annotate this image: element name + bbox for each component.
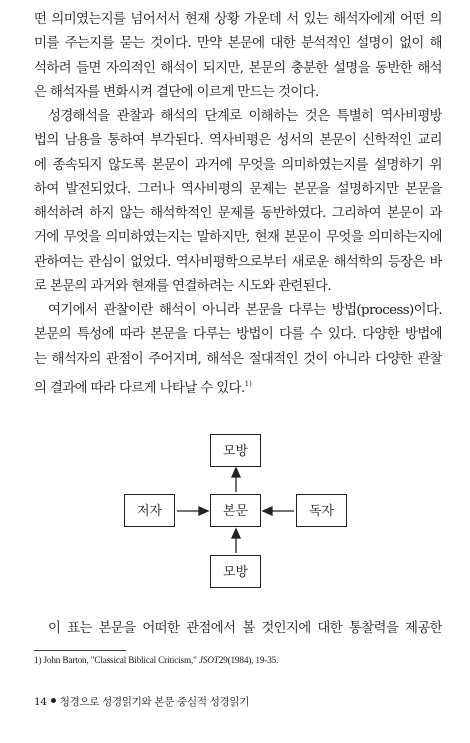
text-line-content: 의 결과에 따라 다르게 나타날 수 있다. — [34, 380, 245, 396]
text-line: 석하려 들면 자의적인 해석이 되지만, 본문의 충분한 설명을 동반한 해석 — [34, 60, 442, 76]
diagram-box-right: 독자 — [296, 494, 347, 527]
footnote-title: "Classical Biblical Criticism," — [90, 656, 197, 666]
text-line: 은 해석자를 변화시켜 결단에 이르게 만드는 것이다. — [34, 84, 319, 100]
diagram-box-bottom: 모방 — [210, 555, 261, 588]
diagram-box-center: 본문 — [210, 494, 261, 527]
arrow-left-head — [199, 507, 208, 515]
text-line: 하여 발전되었다. 그러나 역사비평의 문제는 본문을 설명하지만 본문을 — [34, 181, 442, 197]
footnote-marker: 1) — [244, 379, 252, 388]
text-line: 법의 남용을 통하여 부각된다. 역사비평은 성서의 본문이 신학적인 교리 — [34, 133, 442, 149]
footnote-rest: 29(1984), 19-35. — [218, 656, 279, 666]
text-line: 관하여는 관심이 없었다. 역사비평학으로부터 새로운 해석학의 등장은 바 — [34, 254, 442, 270]
text-line: 떤 의미였는지를 넘어서서 현재 상황 가운데 서 있는 해석자에게 어떤 의 — [34, 12, 442, 27]
text-line: 에 종속되지 않도록 본문이 과거에 무엇을 의미하였는지를 설명하기 위 — [34, 157, 442, 173]
text-line: 미를 주는지를 묻는 것이다. 만약 본문에 대한 분석적인 설명이 없이 해 — [34, 36, 442, 52]
footnote-author: John Barton, — [43, 656, 89, 666]
page-number: 14 — [34, 696, 47, 708]
text-line: 는 해석자의 관점이 주어지며, 해석은 절대적인 것이 아니라 다양한 관찰 — [34, 351, 442, 367]
footnote-divider — [34, 650, 126, 651]
paragraph-4 — [34, 617, 442, 641]
footnote-number: 1) — [34, 656, 42, 666]
diagram-box-top: 모방 — [210, 434, 261, 467]
arrow-up-head — [232, 468, 240, 477]
text-line: 이 표는 본문을 어떠한 관점에서 볼 것인지에 대한 통찰력을 제공한 — [48, 621, 442, 636]
text-line: 해석하려 하지 않는 해석학적인 문제를 동반하였다. 그리하여 본문이 과 — [34, 206, 442, 222]
text-line: 여기에서 관찰이란 해석이 아니라 본문을 다루는 방법(process)이다. — [48, 303, 442, 318]
bullet-icon — [51, 698, 56, 703]
text-line: 거에 무엇을 의미하였는지는 말하지만, 현재 본문이 무엇을 의미하는지에 — [34, 230, 442, 246]
footnote — [34, 656, 444, 666]
arrow-bottom-head — [232, 529, 240, 538]
footnote-journal: JSOT — [198, 656, 219, 666]
text-line: 성경해석을 관찰과 해석의 단계로 이해하는 것은 특별히 역사비평방 — [48, 109, 442, 124]
running-title: 청경으로 성경읽기와 본문 중심적 성경읽기 — [59, 696, 250, 708]
diagram-box-left: 저자 — [124, 494, 175, 527]
text-line: 로 본문의 과거와 현재를 연결하려는 시도와 관련된다. — [34, 279, 331, 295]
page-footer — [34, 694, 249, 709]
arrow-right-head — [263, 507, 272, 515]
text-line: 본문의 특성에 따라 본문을 다루는 방법이 다를 수 있다. 다양한 방법에 — [34, 327, 442, 343]
